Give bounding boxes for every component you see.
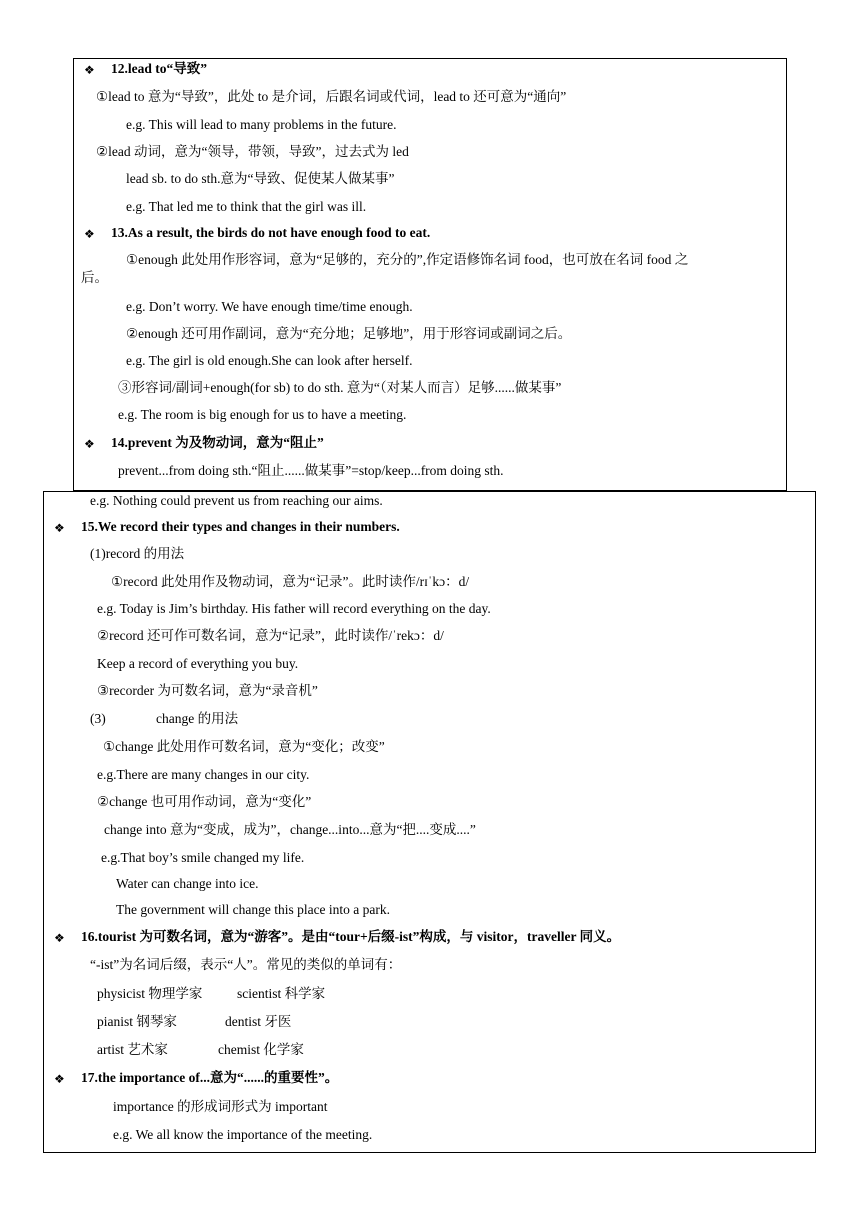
section-12-point-1: ①lead to 意为“导致”，此处 to 是介词，后跟名词或代词，lead to 还可意为“通向” <box>96 89 567 104</box>
bullet-icon: ❖ <box>84 63 95 77</box>
section-15-point-4: ①change 此处用作可数名词，意为“变化；改变” <box>103 739 385 754</box>
word-scientist: scientist 科学家 <box>237 986 326 1001</box>
section-12-heading: 12.lead to“导致” <box>111 61 207 76</box>
section-13-point-1a: ①enough 此处用作形容词，意为“足够的，充分的”,作定语修饰名词 food，也可放在名词 food 之 <box>126 252 689 267</box>
section-14-point-1: prevent...from doing sth.“阻止......做某事”=stop/keep...from doing sth. <box>118 463 504 478</box>
section-12-example-2: e.g. That led me to think that the girl was ill. <box>126 199 367 214</box>
section-15-point-1: ①record 此处用作及物动词，意为“记录”。此时读作/rɪˈkɔ：d/ <box>111 574 470 589</box>
section-13-point-3: ③形容词/副词+enough(for sb) to do sth. 意为“（对某人而言）足够......做某事” <box>118 380 562 395</box>
section-15-example-1: e.g. Today is Jim’s birthday. His father will record everything on the day. <box>97 601 491 616</box>
section-15-point-6: change into 意为“变成，成为”，change...into...意为“把....变成....” <box>104 822 476 837</box>
bullet-icon: ❖ <box>84 227 95 241</box>
section-13-point-1b: 后。 <box>81 270 108 285</box>
word-dentist: dentist 牙医 <box>225 1014 292 1029</box>
section-12-point-2: ②lead 动词，意为“领导，带领，导致”，过去式为 led <box>96 144 409 159</box>
section-16-heading: 16.tourist 为可数名词，意为“游客”。是由“tour+后缀-ist”构成，与 visitor，traveller 同义。 <box>81 929 621 944</box>
section-15-sub-2-number: (3) <box>90 711 106 726</box>
section-13-heading: 13.As a result, the birds do not have enough food to eat. <box>111 225 431 240</box>
word-chemist: chemist 化学家 <box>218 1042 304 1057</box>
section-14-example-1: e.g. Nothing could prevent us from reaching our aims. <box>90 493 383 508</box>
section-15-sub-2-text: change 的用法 <box>156 711 239 726</box>
bullet-icon: ❖ <box>84 437 95 451</box>
bullet-icon: ❖ <box>54 1072 65 1086</box>
section-15-point-2: ②record 还可作可数名词，意为“记录”，此时读作/ˈrekɔ：d/ <box>97 628 444 643</box>
section-15-point-3: ③recorder 为可数名词，意为“录音机” <box>97 683 318 698</box>
section-12-example-1: e.g. This will lead to many problems in the future. <box>126 117 397 132</box>
section-17-heading: 17.the importance of...意为“......的重要性”。 <box>81 1070 339 1085</box>
section-15-heading: 15.We record their types and changes in their numbers. <box>81 519 400 534</box>
section-15-example-4: e.g.That boy’s smile changed my life. <box>101 850 305 865</box>
section-14-heading: 14.prevent 为及物动词，意为“阻止” <box>111 435 324 450</box>
word-artist: artist 艺术家 <box>97 1042 168 1057</box>
section-16-point-1: “-ist”为名词后缀，表示“人”。常见的类似的单词有： <box>90 957 402 972</box>
section-15-example-2: Keep a record of everything you buy. <box>97 656 299 671</box>
section-13-example-3: e.g. The room is big enough for us to have a meeting. <box>118 407 407 422</box>
section-15-example-3: e.g.There are many changes in our city. <box>97 767 310 782</box>
bullet-icon: ❖ <box>54 931 65 945</box>
section-13-example-1: e.g. Don’t worry. We have enough time/time enough. <box>126 299 413 314</box>
section-15-point-5: ②change 也可用作动词，意为“变化” <box>97 794 312 809</box>
section-15-sub-1: (1)record 的用法 <box>90 546 185 561</box>
word-physicist: physicist 物理学家 <box>97 986 203 1001</box>
bullet-icon: ❖ <box>54 521 65 535</box>
section-15-example-6: The government will change this place into a park. <box>116 902 391 917</box>
section-13-point-2: ②enough 还可用作副词，意为“充分地；足够地”，用于形容词或副词之后。 <box>126 326 572 341</box>
section-17-example-1: e.g. We all know the importance of the meeting. <box>113 1127 373 1142</box>
word-pianist: pianist 钢琴家 <box>97 1014 177 1029</box>
section-12-point-3: lead sb. to do sth.意为“导致、促使某人做某事” <box>126 171 395 186</box>
section-13-example-2: e.g. The girl is old enough.She can look after herself. <box>126 353 413 368</box>
section-17-point-1: importance 的形成词形式为 important <box>113 1099 328 1114</box>
section-15-example-5: Water can change into ice. <box>116 876 259 891</box>
